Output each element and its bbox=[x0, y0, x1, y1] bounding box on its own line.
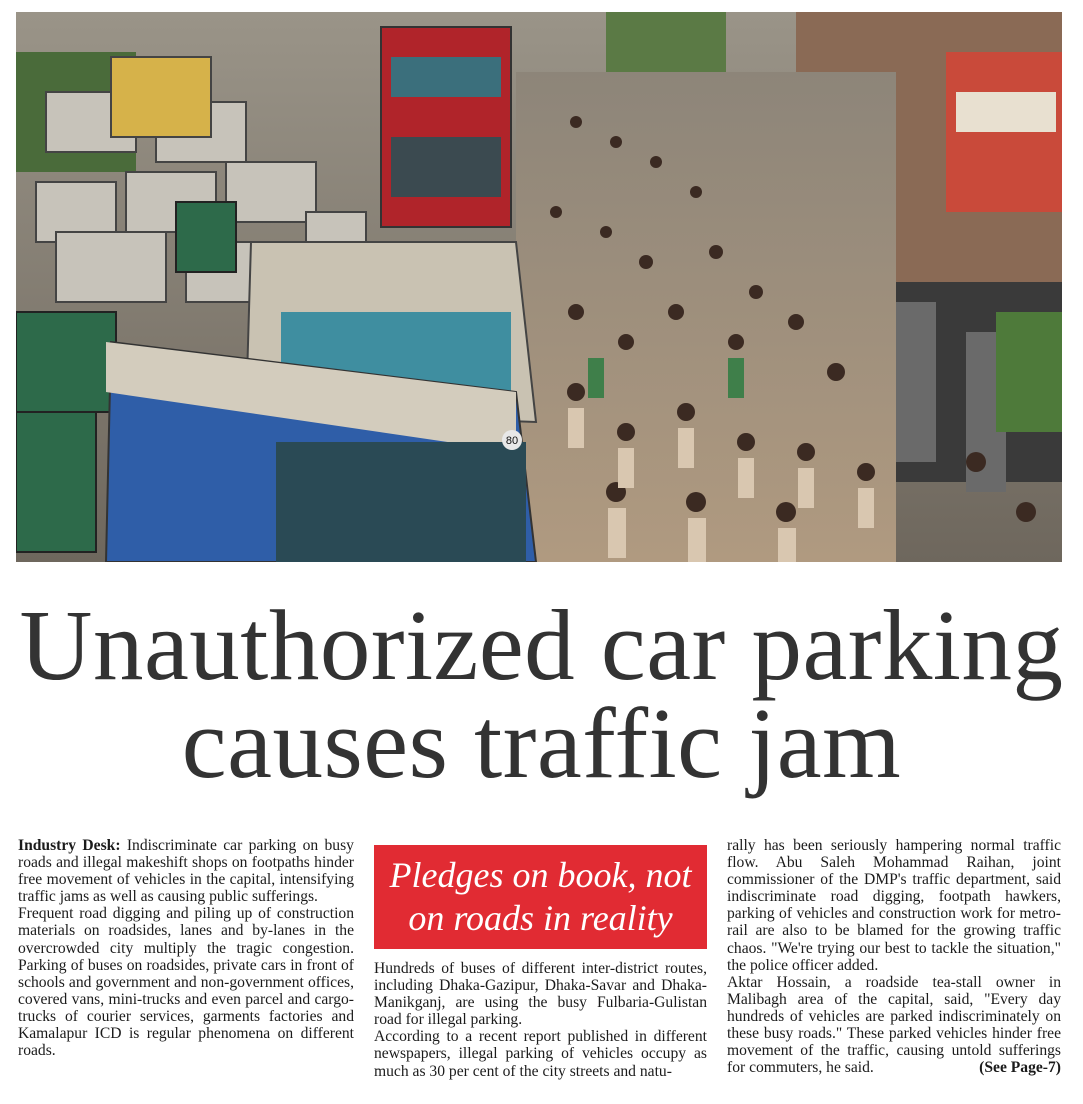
column-2-paragraph-1: Hundreds of buses of different inter-district routes, including Dhaka-Gazipur, Dhaka-Savar and Dhaka-Manikganj, are using the busy Fulbaria-Gulistan road for illegal parking. bbox=[374, 960, 707, 1029]
article-column-2 bbox=[374, 960, 707, 1080]
column-2-paragraph-2: According to a recent report published in different newspapers, illegal parking of vehicles occupy as much as 30 per cent of the city streets and natu- bbox=[374, 1028, 707, 1080]
byline: Industry Desk: bbox=[18, 837, 121, 854]
traffic-photo-illustration bbox=[16, 12, 1062, 562]
bus-number-label: 80 bbox=[505, 435, 519, 447]
column-3-paragraph-2-text: Aktar Hossain, a roadside tea-stall owner in Malibagh area of the capital, said, "Every day hundreds of vehicles are parked indiscriminately on these busy roads." These parked vehicles hinder free movement of the traffic, causing untold sufferings for commuters, he said. bbox=[727, 973, 1061, 1077]
column-3-paragraph-2 bbox=[727, 974, 1061, 1077]
headline-line-2: causes traffic jam bbox=[181, 687, 902, 799]
pull-quote-box bbox=[374, 845, 707, 949]
headline-line-1: Unauthorized car parking bbox=[19, 589, 1064, 701]
headline bbox=[0, 589, 1083, 799]
see-page-link[interactable]: (See Page-7) bbox=[979, 1059, 1061, 1077]
column-1-paragraph-1 bbox=[18, 837, 354, 905]
column-3-paragraph-1: rally has been seriously hampering normal traffic flow. Abu Saleh Mohammad Raihan, joint commissioner of the DMP's traffic department, said indiscriminate road digging, footpath hawkers, parking of vehicles and construction work for metro-rail are also to be blamed for the growing traffic chaos. "We're trying our best to tackle the situation," the police officer added. bbox=[727, 837, 1061, 974]
article-column-3 bbox=[727, 837, 1061, 1076]
article-column-1 bbox=[18, 837, 354, 1059]
pull-quote-line-2: on roads in reality bbox=[408, 898, 673, 938]
column-1-paragraph-1-text: Indiscriminate car parking on busy roads and illegal makeshift shops on footpaths hinder free movement of vehicles in the capital, intensifying traffic jams as well as causing public sufferings. bbox=[18, 837, 354, 906]
column-1-paragraph-2: Frequent road digging and piling up of construction materials on roadsides, lanes and by-lanes in the overcrowded city multiply the tragic congestion. Parking of buses on roadsides, private cars in front of schools and government and non-government offices, covered vans, mini-trucks and even parcel and cargo-trucks of courier services, garments factories and Kamalapur ICD is regular phenomena on different roads. bbox=[18, 905, 354, 1060]
pull-quote-line-1: Pledges on book, not bbox=[389, 855, 692, 895]
traffic-jam-photo bbox=[16, 12, 1062, 562]
